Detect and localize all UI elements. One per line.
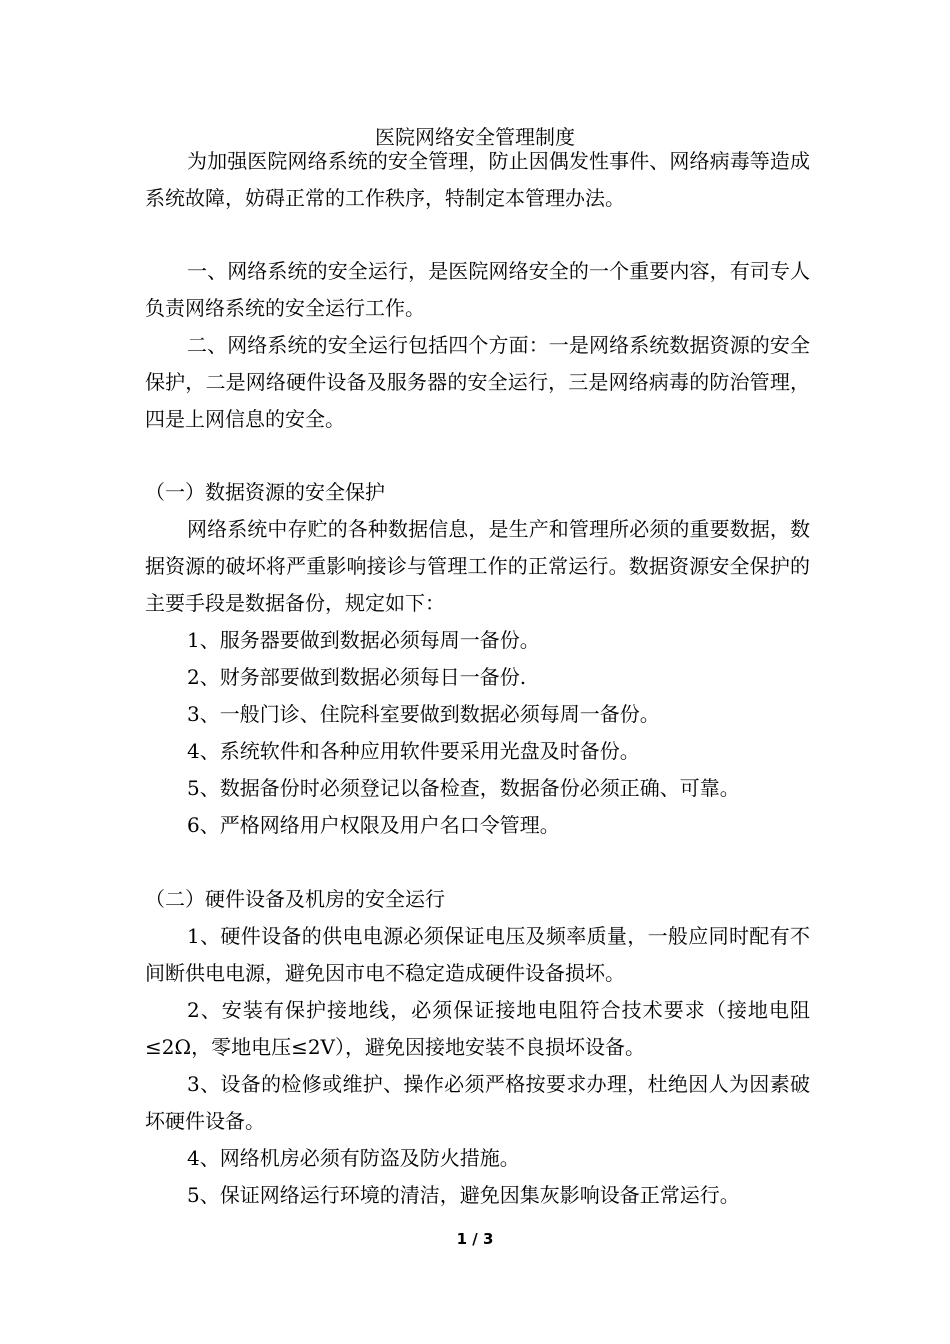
document-title: 医院网络安全管理制度 [375, 125, 575, 149]
section-2-heading: （二）硬件设备及机房的安全运行 [145, 887, 445, 911]
rule-2-paragraph: 二、网络系统的安全运行包括四个方面：一是网络系统数据资源的安全保护，二是网络硬件设备及服务器的安全运行，三是网络病毒的防治管理，四是上网信息的安全。 [145, 333, 810, 431]
section-1-heading: （一）数据资源的安全保护 [145, 480, 385, 504]
list-item: 4、网络机房必须有防盗及防火措施。 [187, 1146, 520, 1170]
list-item: 3、设备的检修或维护、操作必须严格按要求办理，杜绝因人为因素破坏硬件设备。 [145, 1072, 810, 1133]
list-item: 4、系统软件和各种应用软件要采用光盘及时备份。 [187, 739, 640, 763]
list-item: 5、数据备份时必须登记以备检查，数据备份必须正确、可靠。 [187, 776, 740, 800]
rule-1-paragraph: 一、网络系统的安全运行，是医院网络安全的一个重要内容，有司专人负责网络系统的安全运行工作。 [145, 259, 810, 320]
intro-paragraph: 为加强医院网络系统的安全管理，防止因偶发性事件、网络病毒等造成系统故障，妨碍正常的工作秩序，特制定本管理办法。 [145, 149, 810, 210]
list-item: 1、硬件设备的供电电源必须保证电压及频率质量，一般应同时配有不间断供电电源，避免因市电不稳定造成硬件设备损坏。 [145, 924, 810, 985]
list-item: 3、一般门诊、住院科室要做到数据必须每周一备份。 [187, 702, 660, 726]
list-item: 2、安装有保护接地线，必须保证接地电阻符合技术要求（接地电阻≤2Ω，零地电压≤2V），避免因接地安装不良损坏设备。 [145, 998, 810, 1059]
page-number: 1 / 3 [456, 1230, 494, 1248]
list-item: 5、保证网络运行环境的清洁，避免因集灰影响设备正常运行。 [187, 1183, 740, 1207]
list-item: 2、财务部要做到数据必须每日一备份. [187, 665, 527, 689]
list-item: 1、服务器要做到数据必须每周一备份。 [187, 628, 540, 652]
section-1-paragraph: 网络系统中存贮的各种数据信息，是生产和管理所必须的重要数据，数据资源的破坏将严重影响接诊与管理工作的正常运行。数据资源安全保护的主要手段是数据备份，规定如下： [145, 517, 810, 615]
list-item: 6、严格网络用户权限及用户名口令管理。 [187, 813, 560, 837]
